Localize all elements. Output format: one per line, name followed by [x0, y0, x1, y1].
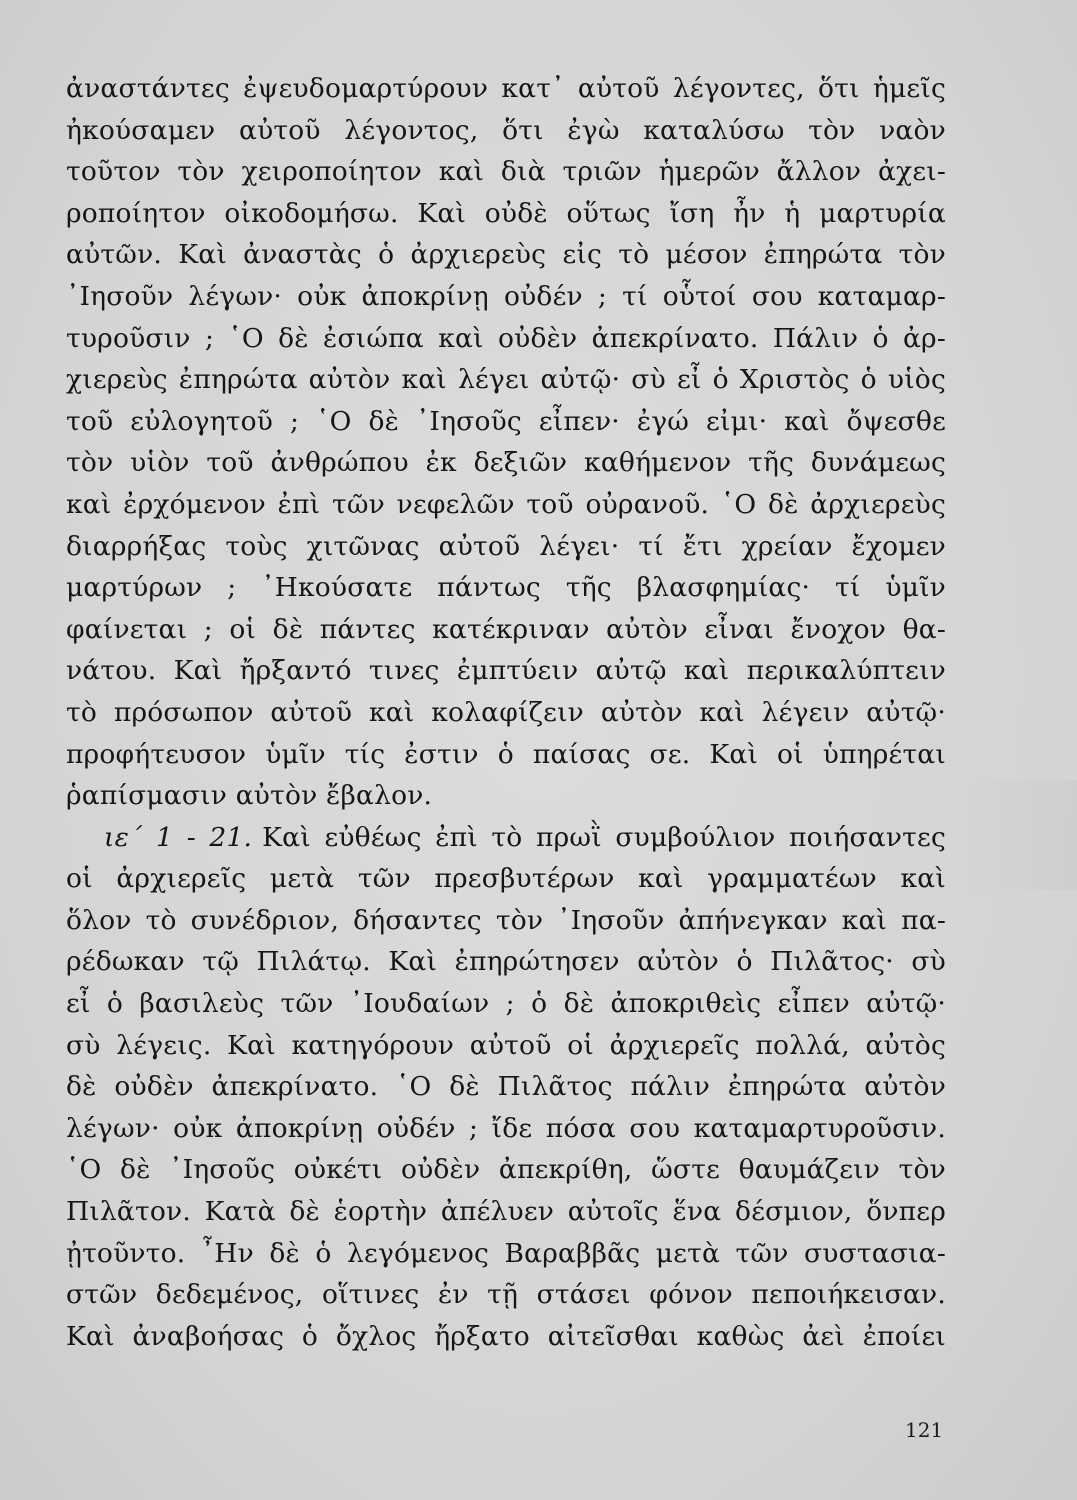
text-line: μαρτύρων ; ᾿Ηκούσατε πάντως τῆς βλασφημίας· τί ὑμῖν	[66, 572, 946, 604]
text-line: νάτου. Καὶ ἤρξαντό τινες ἐμπτύειν αὐτῷ καὶ περικαλύπτειν	[66, 655, 946, 687]
text-line: φαίνεται ; οἱ δὲ πάντες κατέκριναν αὐτὸν εἶναι ἔνοχον θα-	[66, 613, 946, 645]
text-line: ᾐτοῦντο. ῏Ην δὲ ὁ λεγόμενος Βαραββᾶς μετὰ τῶν συστασια-	[66, 1237, 946, 1269]
text-line: τὸ πρόσωπον αὐτοῦ καὶ κολαφίζειν αὐτὸν καὶ λέγειν αὐτῷ·	[66, 696, 946, 728]
verse-reference: ιε΄ 1 - 21.	[104, 821, 253, 853]
text-line: Πιλᾶτον. Κατὰ δὲ ἑορτὴν ἀπέλυεν αὐτοῖς ἕνα δέσμιον, ὅνπερ	[66, 1196, 946, 1228]
page-number: 121	[905, 1418, 944, 1442]
text-line: προφήτευσον ὑμῖν τίς ἐστιν ὁ παίσας σε. Καὶ οἱ ὑπηρέται	[66, 738, 946, 770]
text-line: χιερεὺς ἐπηρώτα αὐτὸν καὶ λέγει αὐτῷ· σὺ εἶ ὁ Χριστὸς ὁ υἱὸς	[66, 364, 946, 396]
text-line: καὶ ἐρχόμενον ἐπὶ τῶν νεφελῶν τοῦ οὐρανοῦ. ῾Ο δὲ ἀρχιερεὺς	[66, 488, 946, 520]
text-line: οἱ ἀρχιερεῖς μετὰ τῶν πρεσβυτέρων καὶ γραμματέων καὶ	[66, 863, 946, 895]
text-line: ῥαπίσμασιν αὐτὸν ἔβαλον.	[66, 780, 433, 812]
text-line: ὅλον τὸ συνέδριον, δήσαντες τὸν ᾿Ιησοῦν ἀπήνεγκαν καὶ πα-	[66, 904, 946, 936]
text-line: σὺ λέγεις. Καὶ κατηγόρουν αὐτοῦ οἱ ἀρχιερεῖς πολλά, αὐτὸς	[66, 1029, 946, 1061]
verse-first-line-text: Καὶ εὐθέως ἐπὶ τὸ πρωῒ συμβούλιον ποιήσαντες	[262, 821, 946, 853]
show-through-shadow	[957, 780, 1077, 890]
text-line: ᾿Ιησοῦν λέγων· οὐκ ἀποκρίνῃ οὐδέν ; τί οὗτοί σου καταμαρ-	[66, 280, 946, 312]
text-line: δὲ οὐδὲν ἀπεκρίνατο. ῾Ο δὲ Πιλᾶτος πάλιν ἐπηρώτα αὐτὸν	[66, 1071, 946, 1103]
verse-start-line	[66, 817, 946, 859]
text-line: ἀναστάντες ἐψευδομαρτύρουν κατ᾿ αὐτοῦ λέγοντες, ὅτι ἡμεῖς	[66, 73, 946, 104]
text-line: αὐτῶν. Καὶ ἀναστὰς ὁ ἀρχιερεὺς εἰς τὸ μέσον ἐπηρώτα τὸν	[66, 239, 946, 271]
body-text	[66, 68, 946, 1357]
text-line: τυροῦσιν ; ῾Ο δὲ ἐσιώπα καὶ οὐδὲν ἀπεκρίνατο. Πάλιν ὁ ἀρ-	[66, 322, 946, 354]
text-line: εἶ ὁ βασιλεὺς τῶν ᾿Ιουδαίων ; ὁ δὲ ἀποκριθεὶς εἶπεν αὐτῷ·	[66, 988, 946, 1020]
text-line: τοῦ εὐλογητοῦ ; ῾Ο δὲ ᾿Ιησοῦς εἶπεν· ἐγώ εἰμι· καὶ ὄψεσθε	[66, 405, 946, 437]
text-line: τὸν υἱὸν τοῦ ἀνθρώπου ἐκ δεξιῶν καθήμενον τῆς δυνάμεως	[66, 447, 946, 479]
text-line: τοῦτον τὸν χειροποίητον καὶ διὰ τριῶν ἡμερῶν ἄλλον ἀχει-	[66, 156, 946, 188]
text-line: λέγων· οὐκ ἀποκρίνῃ οὐδέν ; ἴδε πόσα σου καταμαρτυροῦσιν.	[66, 1112, 946, 1144]
text-line: στῶν δεδεμένος, οἵτινες ἐν τῇ στάσει φόνον πεποιήκεισαν.	[66, 1279, 946, 1311]
text-line: Καὶ ἀναβοήσας ὁ ὄχλος ἤρξατο αἰτεῖσθαι καθὼς ἀεὶ ἐποίει	[66, 1320, 946, 1352]
text-line: διαρρήξας τοὺς χιτῶνας αὐτοῦ λέγει· τί ἔτι χρείαν ἔχομεν	[66, 530, 946, 562]
text-line: ῾Ο δὲ ᾿Ιησοῦς οὐκέτι οὐδὲν ἀπεκρίθη, ὥστε θαυμάζειν τὸν	[66, 1154, 946, 1186]
text-line: ροποίητον οἰκοδομήσω. Καὶ οὐδὲ οὕτως ἴση ἦν ἡ μαρτυρία	[66, 197, 946, 229]
text-line: ρέδωκαν τῷ Πιλάτῳ. Καὶ ἐπηρώτησεν αὐτὸν ὁ Πιλᾶτος· σὺ	[66, 946, 946, 978]
text-line: ἠκούσαμεν αὐτοῦ λέγοντος, ὅτι ἐγὼ καταλύσω τὸν ναὸν	[66, 114, 946, 146]
